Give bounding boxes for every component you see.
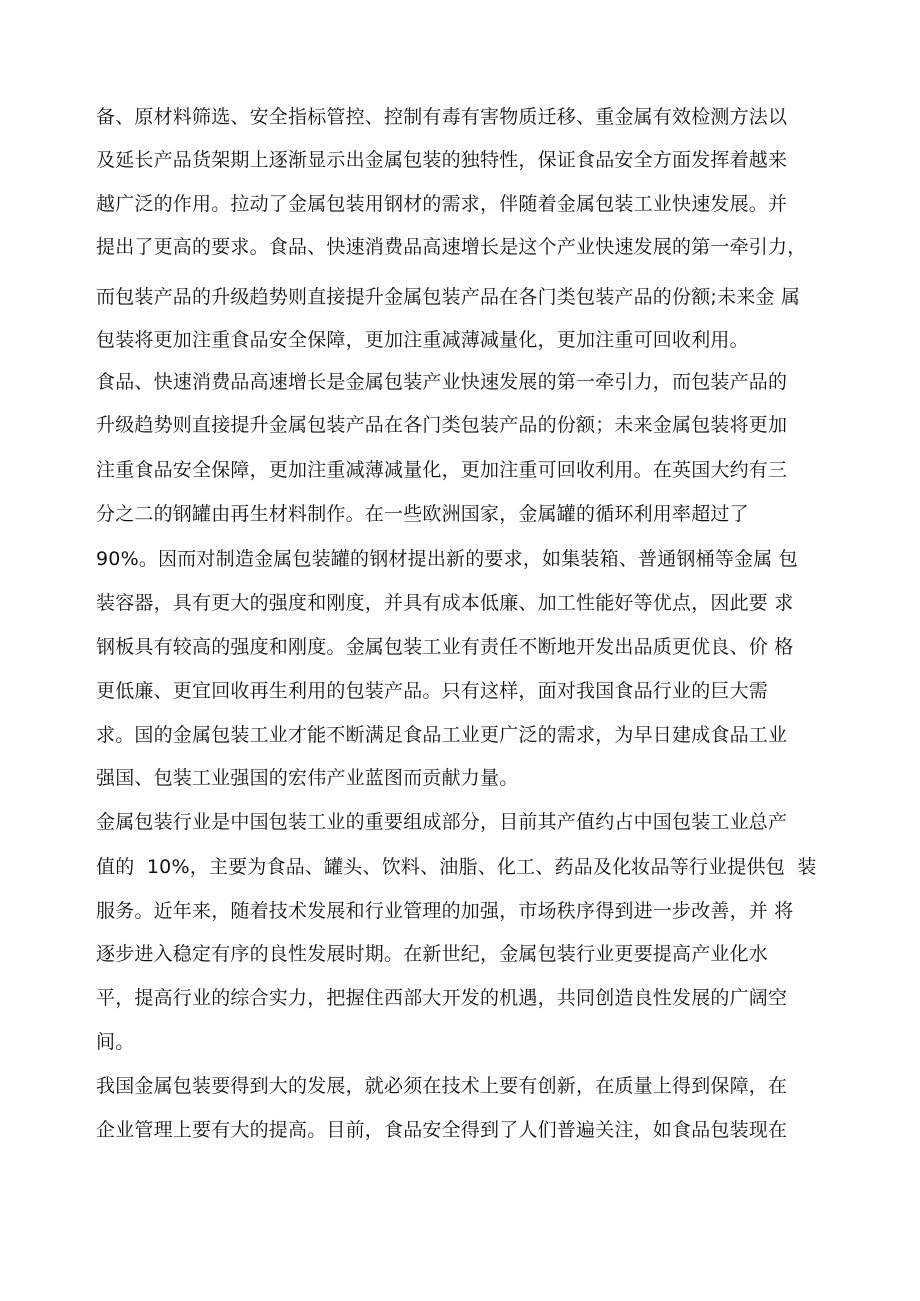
text-line: 平，提高行业的综合实力，把握住西部大开发的机遇，共同创造良性发展的广阔空 (96, 987, 788, 1009)
text-line: 及延长产品货架期上逐渐显示出金属包装的独特性，保证食品安全方面发挥着越来 (96, 149, 788, 171)
text-line: 值的 10%，主要为食品、罐头、饮料、油脂、化工、药品及化妆品等行业提供包 装 (96, 856, 817, 878)
text-line: 升级趋势则直接提升金属包装产品在各门类包装产品的份额；未来金属包装将更加 (96, 414, 788, 436)
text-line: 提出了更高的要求。食品、快速消费品高速增长是这个产业快速发展的第一牵引力， (96, 236, 807, 258)
text-line: 间。 (96, 1031, 135, 1053)
text-line: 求。国的金属包装工业才能不断满足食品工业更广泛的需求，为早日建成食品工业 (96, 724, 788, 746)
text-line: 装容器，具有更大的强度和刚度，并具有成本低廉、加工性能好等优点，因此要 求 (96, 592, 794, 614)
text-line: 越广泛的作用。拉动了金属包装用钢材的需求，伴随着金属包装工业快速发展。并 (96, 193, 788, 215)
text-line: 我国金属包装要得到大的发展，就必须在技术上要有创新，在质量上得到保障，在 (96, 1075, 788, 1097)
text-line: 包装将更加注重食品安全保障，更加注重减薄减量化，更加注重可回收利用。 (96, 329, 749, 351)
text-line: 分之二的钢罐由再生材料制作。在一些欧洲国家，金属罐的循环利用率超过了 (96, 503, 749, 525)
text-line: 注重食品安全保障，更加注重减薄减量化，更加注重可回收利用。在英国大约有三 (96, 459, 788, 481)
text-line: 而包装产品的升级趋势则直接提升金属包装产品在各门类包装产品的份额;未来金 属 (96, 286, 801, 308)
text-line: 逐步进入稳定有序的良性发展时期。在新世纪，金属包装行业更要提高产业化水 (96, 943, 769, 965)
text-line: 钢板具有较高的强度和刚度。金属包装工业有责任不断地开发出品质更优良、价 格 (96, 636, 794, 658)
text-line: 90%。因而对制造金属包装罐的钢材提出新的要求，如集装箱、普通钢桶等金属 包 (96, 548, 798, 570)
text-line: 强国、包装工业强国的宏伟产业蓝图而贡献力量。 (96, 767, 519, 789)
text-line: 金属包装行业是中国包装工业的重要组成部分，目前其产值约占中国包装工业总产 (96, 811, 788, 833)
text-line: 食品、快速消费品高速增长是金属包装产业快速发展的第一牵引力，而包装产品的 (96, 371, 788, 393)
text-line: 服务。近年来，随着技术发展和行业管理的加强，市场秩序得到进一步改善，并 将 (96, 900, 794, 922)
text-line: 企业管理上要有大的提高。目前，食品安全得到了人们普遍关注，如食品包装现在 (96, 1119, 788, 1141)
text-line: 备、原材料筛选、安全指标管控、控制有毒有害物质迁移、重金属有效检测方法以 (96, 106, 788, 128)
text-line: 更低廉、更宜回收再生利用的包装产品。只有这样，面对我国食品行业的巨大需 (96, 680, 769, 702)
